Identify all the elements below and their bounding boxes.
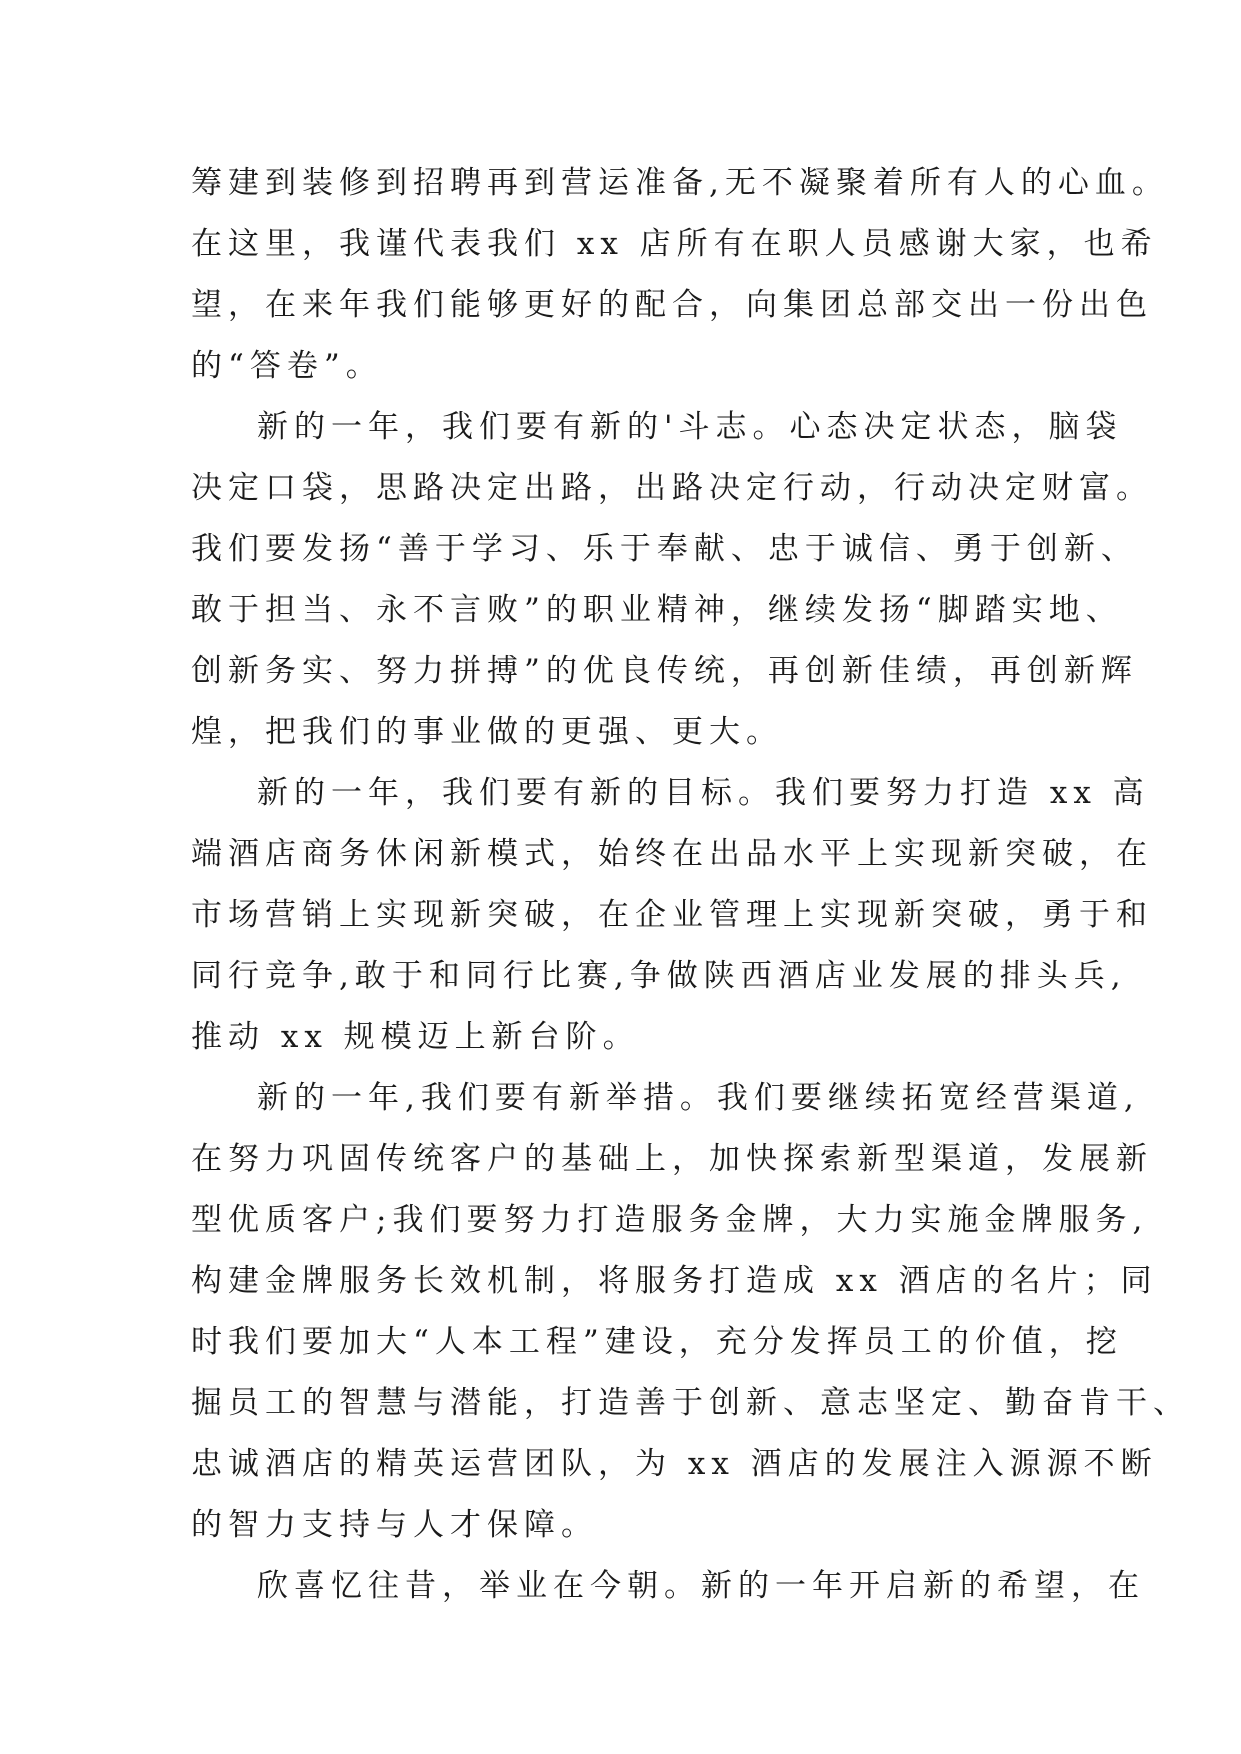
body-text (191, 153, 1190, 1617)
paragraph-first-line: 新的一年，我们要有新的目标。我们要努力打造 xx 高 (257, 775, 1150, 811)
text-line: 筹建到装修到招聘再到营运准备,无不凝聚着所有人的心血。 (191, 165, 1169, 201)
paragraph-first-line: 欣喜忆往昔，举业在今朝。新的一年开启新的希望，在 (257, 1568, 1145, 1604)
text-line: 煌，把我们的事业做的更强、更大。 (191, 714, 783, 750)
text-line: 构建金牌服务长效机制，将服务打造成 xx 酒店的名片；同 (191, 1263, 1158, 1299)
text-line: 我们要发扬“善于学习、乐于奉献、忠于诚信、勇于创新、 (191, 531, 1138, 567)
paragraph-first-line: 新的一年,我们要有新举措。我们要继续拓宽经营渠道, (257, 1080, 1140, 1116)
text-line: 望，在来年我们能够更好的配合，向集团总部交出一份出色 (191, 287, 1153, 323)
text-line: 掘员工的智慧与潜能，打造善于创新、意志坚定、勤奋肯干、 (191, 1385, 1190, 1421)
text-line: 推动 xx 规模迈上新台阶。 (191, 1019, 640, 1055)
text-line: 同行竞争,敢于和同行比赛,争做陕西酒店业发展的排头兵, (191, 958, 1127, 994)
text-line: 决定口袋，思路决定出路，出路决定行动，行动决定财富。 (191, 470, 1153, 506)
paragraph-first-line: 新的一年，我们要有新的'斗志。心态决定状态，脑袋 (257, 409, 1123, 445)
text-line: 的智力支持与人才保障。 (191, 1507, 598, 1543)
text-line: 市场营销上实现新突破，在企业管理上实现新突破，勇于和 (191, 897, 1153, 933)
text-line: 端酒店商务休闲新模式，始终在出品水平上实现新突破，在 (191, 836, 1153, 872)
text-line: 型优质客户;我们要努力打造服务金牌，大力实施金牌服务, (191, 1202, 1149, 1238)
text-line: 的“答卷”。 (191, 348, 383, 384)
text-line: 时我们要加大“人本工程”建设，充分发挥员工的价值，挖 (191, 1324, 1123, 1360)
text-line: 创新务实、努力拼搏”的优良传统，再创新佳绩，再创新辉 (191, 653, 1138, 689)
text-line: 在这里，我谨代表我们 xx 店所有在职人员感谢大家，也希 (191, 226, 1158, 262)
text-line: 在努力巩固传统客户的基础上，加快探索新型渠道，发展新 (191, 1141, 1153, 1177)
text-line: 敢于担当、永不言败”的职业精神，继续发扬“脚踏实地、 (191, 592, 1123, 628)
text-line: 忠诚酒店的精英运营团队，为 xx 酒店的发展注入源源不断 (191, 1446, 1158, 1482)
